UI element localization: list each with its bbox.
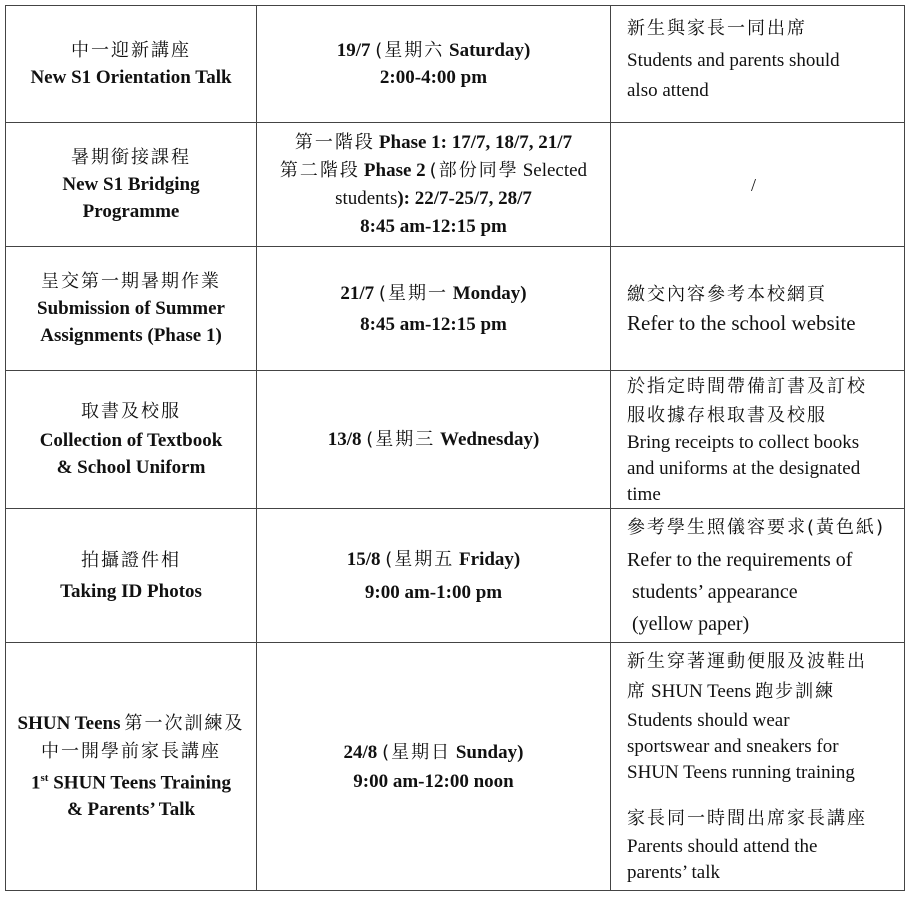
remark-cell [611, 123, 905, 247]
phase-1-dates: 第一階段 Phase 1: 17/7, 18/7, 21/7 [294, 132, 573, 153]
event-name-en: Taking ID Photos [60, 580, 202, 602]
event-cell [6, 371, 257, 509]
event-cell [6, 509, 257, 643]
event-name-en: New S1 Bridging [62, 174, 200, 195]
event-cell [6, 643, 257, 891]
remark-en: and uniforms at the designated [627, 457, 861, 479]
phase-2-dates: 第二階段 Phase 2 (部份同學 Selected [279, 160, 588, 181]
event-name-zh: 拍攝證件相 [81, 549, 181, 571]
remark-zh: 新生與家長一同出席 [627, 18, 807, 39]
date-cell [257, 371, 611, 509]
event-cell [6, 123, 257, 247]
remark-zh: 新生穿著運動便服及波鞋出 [627, 651, 867, 672]
remark-zh: 席 SHUN Teens 跑步訓練 [627, 681, 836, 702]
remark-en: (yellow paper) [627, 612, 750, 635]
event-name-en: 1st SHUN Teens Training [31, 771, 231, 794]
date-cell [257, 247, 611, 371]
remark-zh: 參考學生照儀容要求(黃色紙) [627, 516, 886, 538]
date-cell [257, 6, 611, 123]
event-name-zh: 取書及校服 [81, 401, 181, 422]
event-name-en: & School Uniform [56, 457, 206, 478]
remark-cell [611, 247, 905, 371]
remark-cell [611, 643, 905, 891]
event-name-zh: 中一迎新講座 [71, 40, 191, 61]
remark-en: sportswear and sneakers for [627, 736, 839, 757]
event-name-en: New S1 Orientation Talk [30, 67, 232, 88]
table-row [6, 6, 905, 123]
event-date: 13/8 (星期三 Wednesday) [327, 429, 540, 450]
event-cell [6, 6, 257, 123]
remark-cell [611, 371, 905, 509]
remark-en: Parents should attend the [627, 836, 818, 857]
event-time: 9:00 am-1:00 pm [364, 581, 503, 603]
remark-empty: / [750, 174, 756, 195]
event-date: 15/8 (星期五 Friday) [346, 548, 521, 570]
event-name-en: Assignments (Phase 1) [40, 325, 222, 346]
event-time: 2:00-4:00 pm [379, 67, 488, 88]
schedule-table [5, 5, 905, 891]
table-row [6, 123, 905, 247]
event-name-zh: 中一開學前家長講座 [41, 740, 221, 762]
table-row [6, 371, 905, 509]
event-time: 8:45 am-12:15 pm [360, 216, 507, 237]
event-date: 21/7 (星期一 Monday) [340, 282, 527, 304]
remark-cell [611, 6, 905, 123]
event-name-en: Programme [82, 201, 180, 222]
date-cell [257, 123, 611, 247]
event-name-line1: SHUN Teens 第一次訓練及 [17, 712, 245, 734]
remark-zh: 於指定時間帶備訂書及訂校 [627, 375, 867, 397]
remark-en: parents’ talk [627, 862, 721, 883]
event-name-zh: 暑期銜接課程 [71, 147, 191, 168]
remark-cell [611, 509, 905, 643]
event-name-en: Submission of Summer [37, 298, 225, 319]
table-row [6, 509, 905, 643]
remark-en: students’ appearance [627, 580, 798, 603]
phase-2-dates-cont: students): 22/7-25/7, 28/7 [335, 188, 532, 209]
remark-zh: 家長同一時間出席家長講座 [627, 808, 867, 829]
remark-en: Students should wear [627, 710, 790, 731]
event-date: 19/7 (星期六 Saturday) [336, 40, 531, 61]
remark-en: Students and parents should [627, 50, 840, 71]
remark-zh: 繳交內容參考本校網頁 [627, 283, 827, 305]
event-time: 9:00 am-12:00 noon [353, 770, 514, 792]
remark-zh: 服收據存根取書及校服 [627, 404, 827, 426]
event-cell [6, 247, 257, 371]
event-date: 24/8 (星期日 Sunday) [343, 741, 524, 763]
table-row [6, 643, 905, 891]
date-cell [257, 509, 611, 643]
date-cell [257, 643, 611, 891]
event-name-en: & Parents’ Talk [66, 799, 196, 821]
remark-en: time [627, 483, 661, 505]
remark-en: Refer to the school website [627, 310, 856, 335]
event-name-en: Collection of Textbook [39, 430, 223, 451]
remark-en: Refer to the requirements of [627, 548, 853, 571]
remark-en: Bring receipts to collect books [627, 431, 860, 453]
table-row [6, 247, 905, 371]
remark-en: also attend [627, 80, 709, 101]
event-time: 8:45 am-12:15 pm [360, 313, 507, 335]
event-name-zh: 呈交第一期暑期作業 [41, 271, 221, 292]
remark-en: SHUN Teens running training [627, 762, 855, 783]
